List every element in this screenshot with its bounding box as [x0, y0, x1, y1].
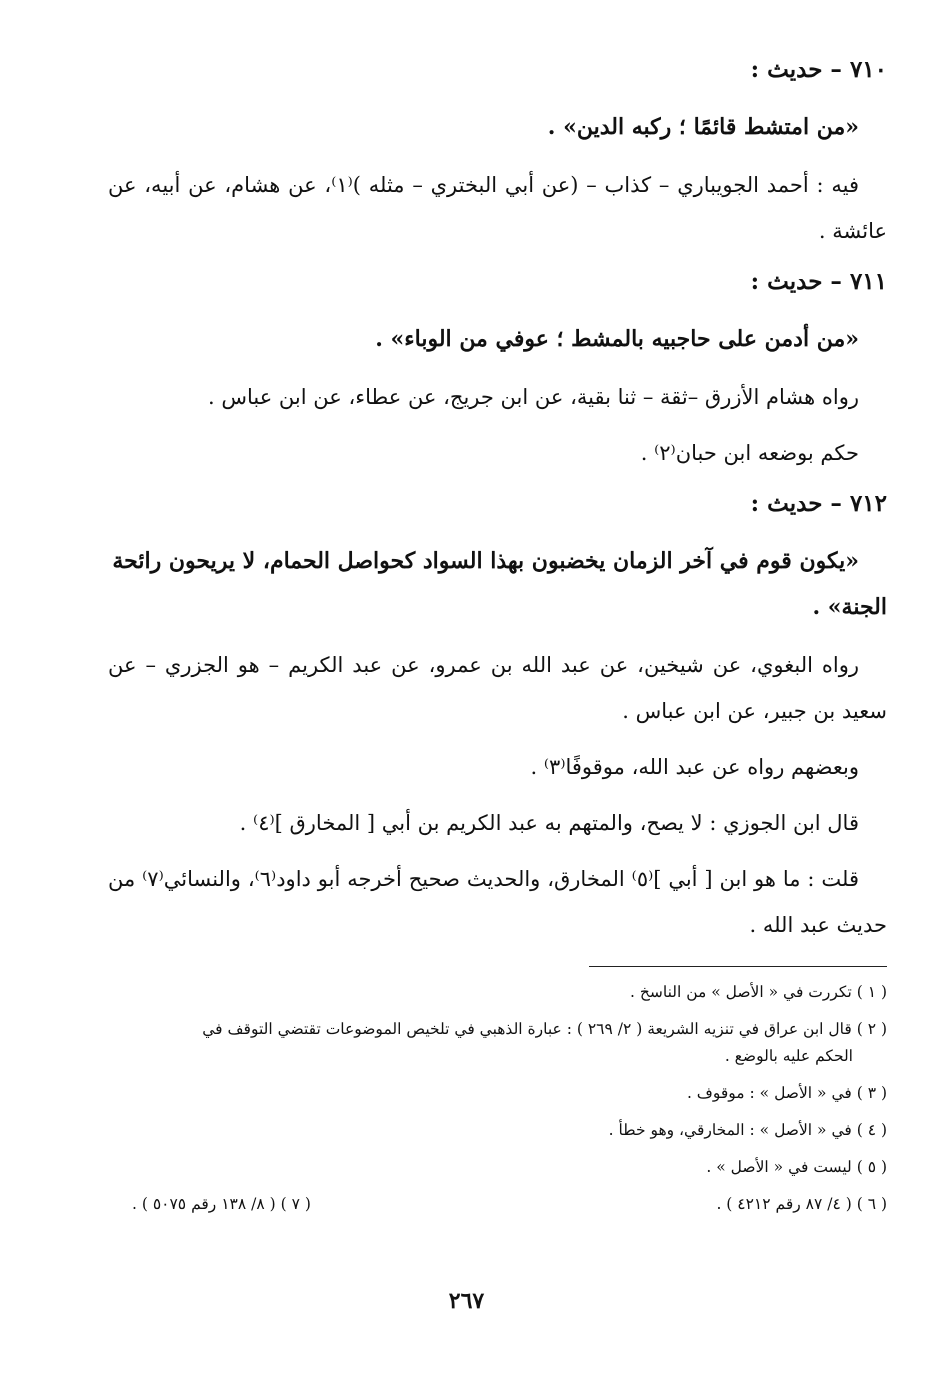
footnote-2-line2: الحكم عليه بالوضع . — [724, 1047, 853, 1065]
commentary-paragraph: قال ابن الجوزي : لا يصح، والمتهم به عبد الكريم بن أبي [ المخارق ]⁽٤⁾ . — [239, 811, 859, 835]
page-body — [108, 52, 887, 1218]
footnote-2-line1: ( ٢ ) قال ابن عراق في تنزيه الشريعة ( ٢/ ٢٦٩ ) : عبارة الذهبي في تلخيص الموضوعات تقتضي التوقف في — [202, 1020, 887, 1038]
footnote-2 — [108, 1016, 887, 1070]
hadith-text: «من امتشط قائمًا ؛ ركبه الدين» . — [547, 114, 859, 140]
footnote-1: ( ١ ) تكررت في « الأصل » من الناسخ . — [630, 983, 887, 1001]
hadith-entry-710 — [108, 52, 887, 254]
hadith-entry-712 — [108, 486, 887, 948]
entry-heading: ٧١٠ – حديث : — [750, 56, 887, 83]
footnote-row-6-7 — [108, 1191, 887, 1218]
footnote-6: ( ٦ ) ( ٤/ ٨٧ رقم ٤٢١٢ ) . — [716, 1195, 887, 1213]
footnote-4: ( ٤ ) في « الأصل » : المخارقي، وهو خطأ . — [608, 1121, 887, 1139]
commentary-paragraph: حكم بوضعه ابن حبان⁽٢⁾ . — [640, 441, 859, 465]
footnote-7: ( ٧ ) ( ٨/ ١٣٨ رقم ٥٠٧٥ ) . — [132, 1195, 311, 1213]
commentary-paragraph: رواه هشام الأزرق –ثقة – ثنا بقية، عن ابن جريج، عن عطاء، عن ابن عباس . — [208, 385, 859, 409]
footnote-5: ( ٥ ) ليست في « الأصل » . — [706, 1158, 887, 1176]
footnote-3: ( ٣ ) في « الأصل » : موقوف . — [686, 1084, 887, 1102]
entry-heading: ٧١١ – حديث : — [750, 268, 887, 295]
entry-heading: ٧١٢ – حديث : — [750, 490, 887, 517]
commentary-paragraph: قلت : ما هو ابن [ أبي ]⁽٥⁾ المخارق، والحديث صحيح أخرجه أبو داود⁽٦⁾، والنسائي⁽٧⁾ من حديث عبد الله . — [108, 867, 887, 937]
commentary-paragraph: رواه البغوي، عن شيخين، عن عبد الله بن عمرو، عن عبد الكريم – هو الجزري – عن سعيد بن جبير، عن ابن عباس . — [108, 653, 887, 723]
commentary-paragraph: وبعضهم رواه عن عبد الله، موقوفًا⁽٣⁾ . — [530, 755, 859, 779]
page-number: ٢٦٧ — [448, 1288, 485, 1314]
hadith-entry-711 — [108, 264, 887, 476]
hadith-text: «من أدمن على حاجبيه بالمشط ؛ عوفي من الوباء» . — [375, 326, 859, 352]
hadith-text: «يكون قوم في آخر الزمان يخضبون بهذا السواد كحواصل الحمام، لا يريحون رائحة الجنة» . — [112, 548, 887, 620]
footnote-separator — [589, 966, 887, 967]
commentary-paragraph: فيه : أحمد الجويباري – كذاب – (عن أبي البختري – مثله )⁽١⁾، عن هشام، عن أبيه، عن عائشة . — [108, 173, 887, 243]
footnotes — [108, 979, 887, 1218]
